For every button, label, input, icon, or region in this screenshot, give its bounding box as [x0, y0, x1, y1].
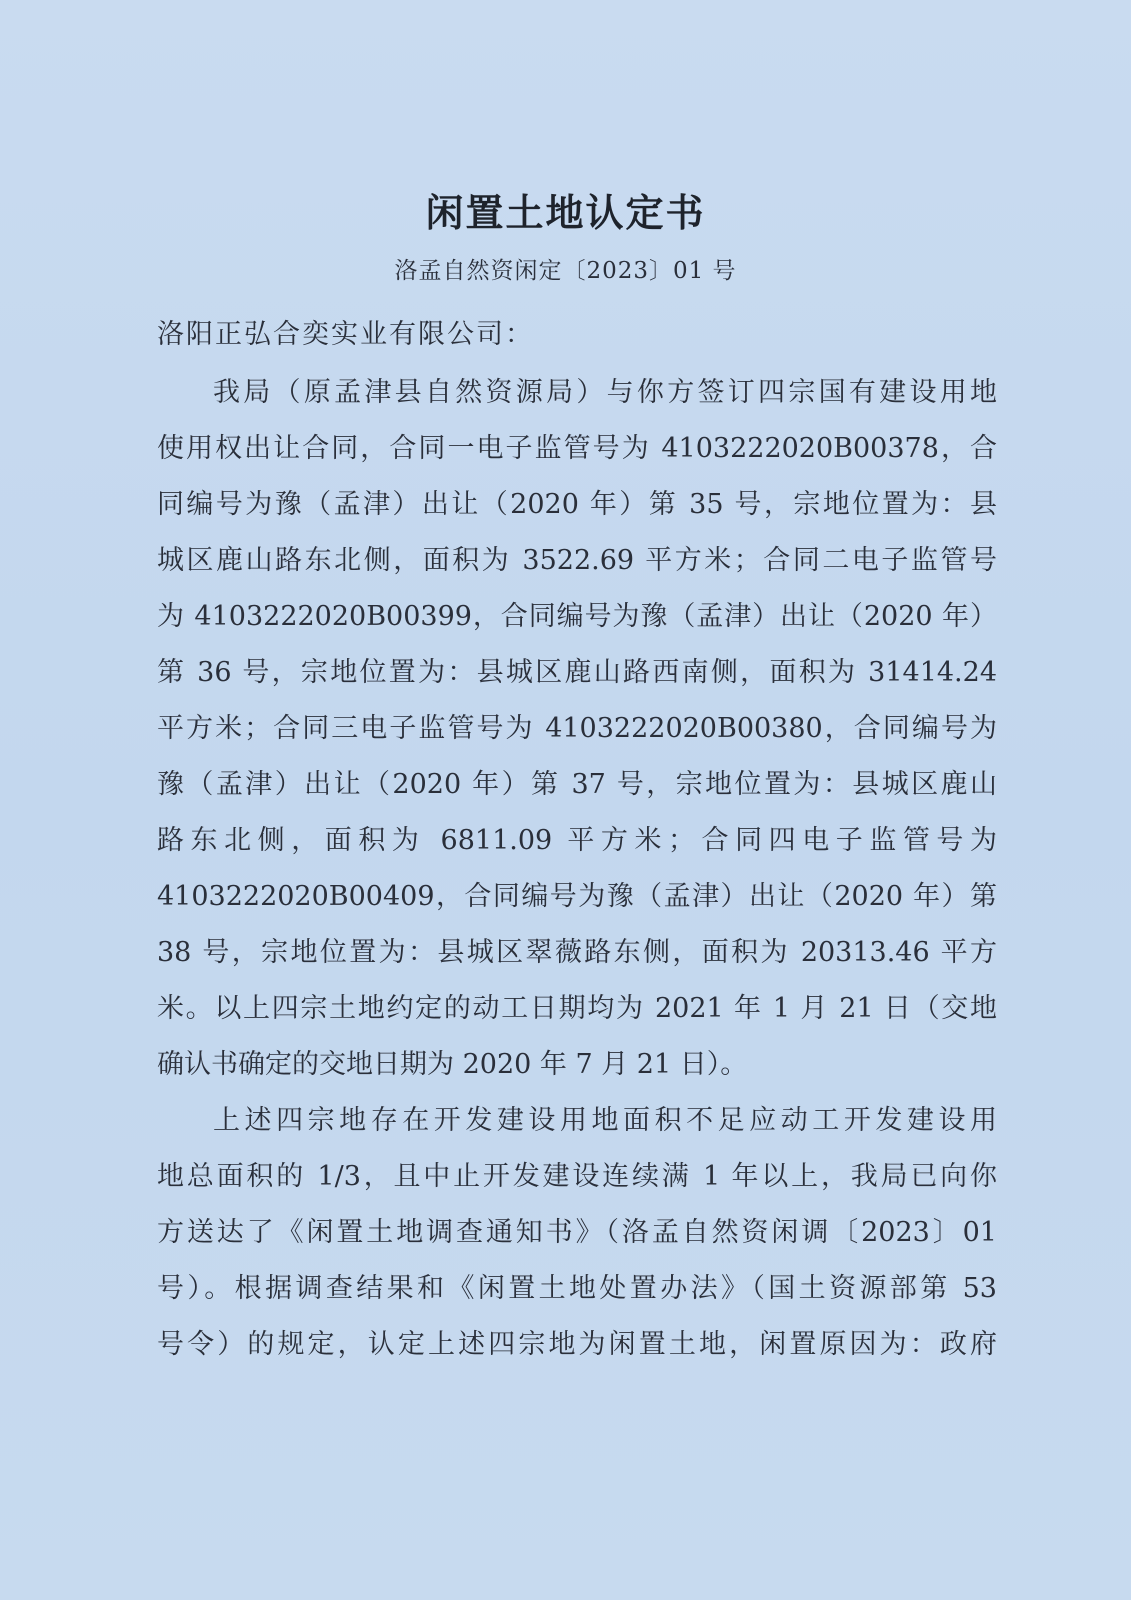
body-text-line: 上述四宗地存在开发建设用地面积不足应动工开发建设用 — [213, 1105, 997, 1136]
body-text-line: 方送达了《闲置土地调查通知书》（洛孟自然资闲调〔2023〕01 — [157, 1217, 997, 1248]
body-text-line: 米。以上四宗土地约定的动工日期均为 2021 年 1 月 21 日（交地 — [157, 993, 997, 1024]
body-text-line: 平方米；合同三电子监管号为 4103222020B00380，合同编号为 — [157, 713, 997, 744]
document-title: 闲置土地认定书 — [425, 191, 706, 235]
body-text-line: 豫（孟津）出让（2020 年）第 37 号，宗地位置为：县城区鹿山 — [157, 769, 997, 800]
body-text-line: 同编号为豫（孟津）出让（2020 年）第 35 号，宗地位置为：县 — [157, 489, 997, 520]
addressee: 洛阳正弘合奕实业有限公司： — [157, 319, 534, 350]
body-text-line: 确认书确定的交地日期为 2020 年 7 月 21 日）。 — [157, 1049, 748, 1080]
body-text-line: 使用权出让合同，合同一电子监管号为 4103222020B00378，合 — [157, 433, 997, 464]
body-text-line: 城区鹿山路东北侧，面积为 3522.69 平方米；合同二电子监管号 — [157, 545, 997, 576]
body-text-line: 号令）的规定，认定上述四宗地为闲置土地，闲置原因为：政府 — [157, 1329, 997, 1360]
body-text-line: 为 4103222020B00399，合同编号为豫（孟津）出让（2020 年） — [157, 601, 997, 632]
body-text-line: 38 号，宗地位置为：县城区翠薇路东侧，面积为 20313.46 平方 — [157, 937, 997, 968]
body-text-line: 4103222020B00409，合同编号为豫（孟津）出让（2020 年）第 — [157, 881, 997, 912]
document-number: 洛孟自然资闲定〔2023〕01 号 — [394, 258, 737, 284]
body-text-line: 我局（原孟津县自然资源局）与你方签订四宗国有建设用地 — [213, 377, 997, 408]
body-text-line: 第 36 号，宗地位置为：县城区鹿山路西南侧，面积为 31414.24 — [157, 657, 997, 688]
body-text-line: 路东北侧，面积为 6811.09 平方米；合同四电子监管号为 — [157, 825, 997, 856]
body-text-line: 号）。根据调查结果和《闲置土地处置办法》（国土资源部第 53 — [157, 1273, 997, 1304]
body-text-line: 地总面积的 1/3，且中止开发建设连续满 1 年以上，我局已向你 — [157, 1161, 997, 1192]
